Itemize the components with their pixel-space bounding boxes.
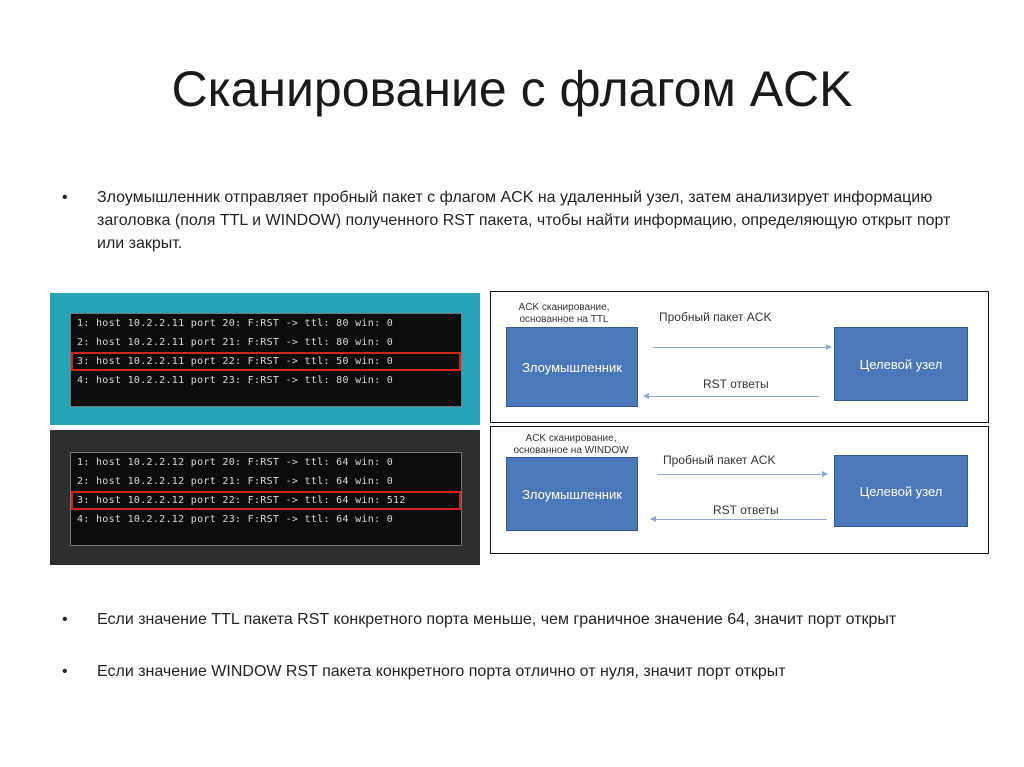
terminal-line-highlighted: 3: host 10.2.2.12 port 22: F:RST -> ttl: 64 win: 512 xyxy=(71,491,461,510)
terminal-output-ttl xyxy=(70,313,462,407)
probe-label: Пробный пакет ACK xyxy=(663,453,776,467)
diagram-window-scan xyxy=(490,426,989,554)
bullet-text: Если значение WINDOW RST пакета конкретного порта отлично от нуля, значит порт открыт xyxy=(97,663,786,680)
probe-label: Пробный пакет ACK xyxy=(659,310,772,324)
terminal-output-window xyxy=(70,452,462,546)
slide-title: Сканирование с флагом ACK xyxy=(171,61,853,117)
bullet-text: Злоумышленник отправляет пробный пакет с флагом ACK на удаленный узел, затем анализирует информацию заголовка (поля TTL и WINDOW) полученного RST пакета, чтобы найти информацию, определяющую открыт порт или закрыт. xyxy=(97,189,951,252)
diagram-caption-line: ACK сканирование, xyxy=(525,433,617,444)
terminal-line: 2: host 10.2.2.12 port 21: F:RST -> ttl: 64 win: 0 xyxy=(77,476,394,487)
attacker-box: Злоумышленник xyxy=(506,457,638,531)
bullet-dot: • xyxy=(62,189,68,206)
target-box: Целевой узел xyxy=(834,327,968,401)
terminal-line: 4: host 10.2.2.11 port 23: F:RST -> ttl: 80 win: 0 xyxy=(77,375,394,386)
bullet-dot: • xyxy=(62,611,68,628)
terminal-line: 1: host 10.2.2.12 port 20: F:RST -> ttl: 64 win: 0 xyxy=(77,457,394,468)
bullet-text: Если значение TTL пакета RST конкретного порта меньше, чем граничное значение 64, значит порт открыт xyxy=(97,611,897,628)
terminal-line-highlighted: 3: host 10.2.2.11 port 22: F:RST -> ttl: 50 win: 0 xyxy=(71,352,461,371)
terminal-line: 2: host 10.2.2.11 port 21: F:RST -> ttl: 80 win: 0 xyxy=(77,337,394,348)
target-box: Целевой узел xyxy=(834,455,968,527)
terminal-line: 4: host 10.2.2.12 port 23: F:RST -> ttl: 64 win: 0 xyxy=(77,514,394,525)
terminal-panel-ttl xyxy=(50,293,480,425)
diagram-ttl-scan xyxy=(490,291,989,423)
terminal-panel-window xyxy=(50,430,480,565)
diagram-caption-line: основанное на WINDOW xyxy=(513,445,629,456)
diagram-caption-line: основанное на TTL xyxy=(519,314,609,325)
probe-arrow xyxy=(653,347,831,348)
diagram-caption xyxy=(509,302,619,326)
diagram-caption-line: ACK сканирование, xyxy=(518,302,610,313)
response-arrow xyxy=(644,396,819,397)
bullet-dot: • xyxy=(62,663,68,680)
response-label: RST ответы xyxy=(713,503,779,517)
terminal-line: 1: host 10.2.2.11 port 20: F:RST -> ttl: 80 win: 0 xyxy=(77,318,394,329)
response-label: RST ответы xyxy=(703,377,769,391)
response-arrow xyxy=(651,519,827,520)
diagram-caption xyxy=(503,433,639,457)
attacker-box: Злоумышленник xyxy=(506,327,638,407)
probe-arrow xyxy=(657,474,827,475)
